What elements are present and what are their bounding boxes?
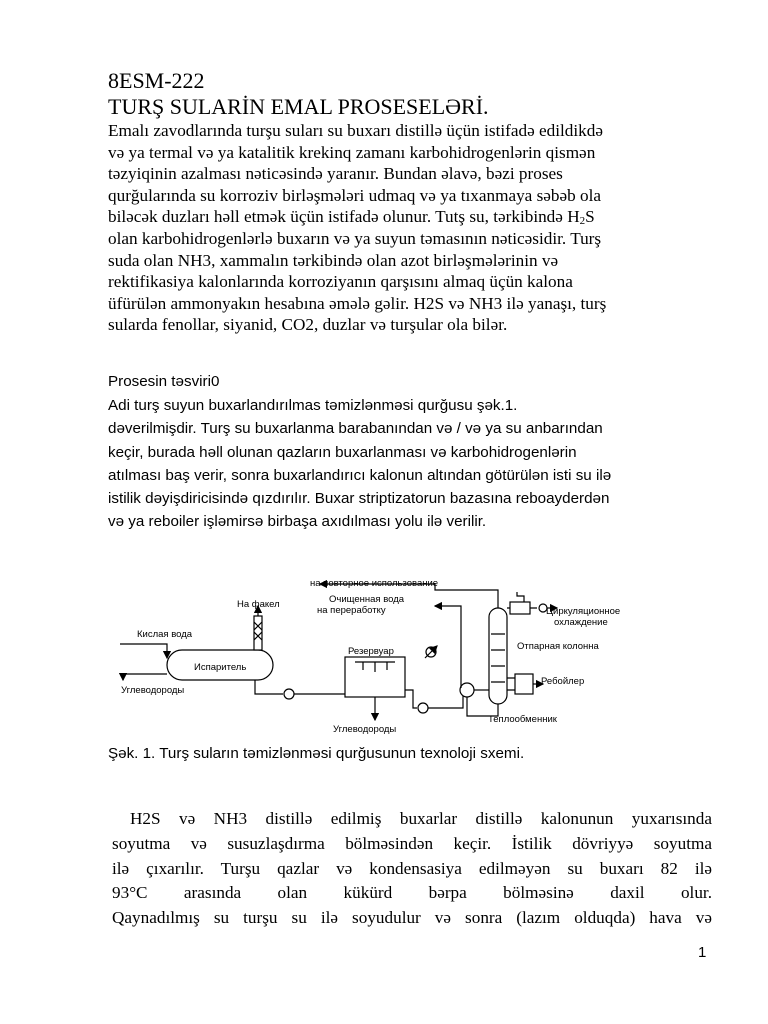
process-line: dəverilmişdir. Turş su buxarlanma barabanından və / və ya su anbarından bbox=[108, 420, 603, 438]
pump-1 bbox=[284, 689, 294, 699]
sour-water-line bbox=[120, 644, 167, 658]
heat-exchanger bbox=[460, 683, 474, 697]
condenser bbox=[510, 602, 530, 614]
label-evaporator: Испаритель bbox=[194, 662, 247, 673]
label-hydrocarbons: Углеводороды bbox=[333, 724, 397, 735]
label-cleaned-water: на переработку bbox=[317, 605, 386, 616]
process-description bbox=[108, 394, 611, 534]
intro-line-text: S bbox=[585, 207, 595, 227]
intro-line: təzyiqinin azalması nəticəsində yaranır. Bundan əlavə, bəzi proses bbox=[108, 164, 563, 184]
reboiler bbox=[515, 674, 533, 694]
process-line: atılması baş verir, sonra buxarlandırıcı kalonun altından götürülən isti su ilə bbox=[108, 466, 612, 484]
label-cleaned-water: Очищенная вода bbox=[329, 594, 405, 605]
paragraph-line: Qaynadılmış su turşu su ilə soyudulur və sonra (lazım olduqda) hava və bbox=[112, 908, 712, 928]
paragraph-line: ilə çıxarılır. Turşu qazlar və kondensasiya edilməyən su buxarı 82 ilə bbox=[112, 858, 712, 878]
intro-line: suda olan NH3, xammalın tərkibində olan azot birləşmələrinin və bbox=[108, 250, 559, 270]
label-reservoir: Резервуар bbox=[348, 646, 394, 657]
intro-line: olan karbohidrogenlərlə buxarın və ya suyun təmasının nəticəsidir. Turş bbox=[108, 228, 602, 248]
paragraph-line: soyutma və susuzlaşdırma bölməsindən keçir. İstilik dövriyyə soyutma bbox=[112, 833, 712, 853]
process-line: Adi turş suyun buxarlandırılmas təmizlənməsi qurğusu şək.1. bbox=[108, 397, 518, 414]
label-hydrocarbons: Углеводороды bbox=[121, 685, 185, 696]
intro-line bbox=[108, 206, 712, 228]
process-line: istilik dəyişdiricisində qızdırılır. Buxar striptizatorun bazasına reboayderdən bbox=[108, 490, 610, 508]
intro-line-text: biləcək duzları həll etmək üçün istifadə olunur. Tutş su, tərkibində H bbox=[108, 207, 580, 227]
figure-caption: Şək. 1. Turş suların təmizlənməsi qurğusunun texnoloji sxemi. bbox=[108, 745, 525, 762]
label-heat-exchanger: Теплообменник bbox=[488, 714, 557, 725]
process-flow-diagram bbox=[105, 562, 645, 742]
cleaned-water-line bbox=[435, 606, 461, 688]
subscript: 2 bbox=[579, 215, 586, 228]
process-line: və ya reboiler işləmirsə birbaşa axıdılması yolu ilə verilir. bbox=[108, 513, 487, 531]
hydrocarbons-outflow-line bbox=[123, 674, 167, 680]
stripper-column bbox=[489, 608, 507, 704]
second-paragraph bbox=[112, 807, 712, 931]
label-reboiler: Ребойлер bbox=[541, 676, 585, 687]
label-circulation-cooling: охлаждение bbox=[554, 617, 608, 628]
intro-line: üfürülən ammonyakın hesabına əmələ gəlir. H2S və NH3 ilə yanaşı, turş bbox=[108, 293, 607, 313]
paragraph-line: H2S və NH3 distillə edilmiş buxarlar distillə kalonunun yuxarısında bbox=[130, 809, 712, 828]
page-number: 1 bbox=[698, 944, 707, 961]
page-title: TURŞ SULARİN EMAL PROSESELƏRİ. bbox=[108, 94, 489, 119]
label-reuse: на повторное использование bbox=[310, 578, 439, 589]
process-heading: Prosesin təsviri0 bbox=[108, 373, 220, 390]
intro-line: rektifikasiya kalonlarında korroziyanın qarşısını almaq üçün kalona bbox=[108, 272, 573, 292]
label-circulation-cooling: Циркуляционное bbox=[546, 606, 621, 617]
pump-2 bbox=[418, 703, 428, 713]
paragraph-line: 93°C arasında olan kükürd bərpa bölməsinə daxil olur. bbox=[112, 883, 712, 903]
intro-line: və ya termal və ya katalitik krekinq zamanı karbohidrogenlərin qismən bbox=[108, 142, 596, 162]
document-code: 8ESM-222 bbox=[108, 68, 205, 93]
evaporator-bottom-line bbox=[255, 680, 283, 694]
label-sour-water: Кислая вода bbox=[137, 629, 193, 640]
process-line: keçir, burada həll olunan qazların buxarlanması və karbohidrogenlərin bbox=[108, 443, 577, 461]
intro-line: Emalı zavodlarında turşu suları su buxarı distillə üçün istifadə edildikdə bbox=[108, 121, 603, 140]
label-stripper: Отпарная колонна bbox=[517, 641, 599, 652]
intro-line: qurğularında su korroziv birləşmələri udmaq və ya tıxanmaya səbəb ola bbox=[108, 185, 602, 205]
label-flare: На факел bbox=[237, 599, 280, 610]
intro-line: sularda fenollar, siyanid, CO2, duzlar və turşular ola bilər. bbox=[108, 315, 508, 335]
intro-paragraph bbox=[108, 120, 712, 336]
